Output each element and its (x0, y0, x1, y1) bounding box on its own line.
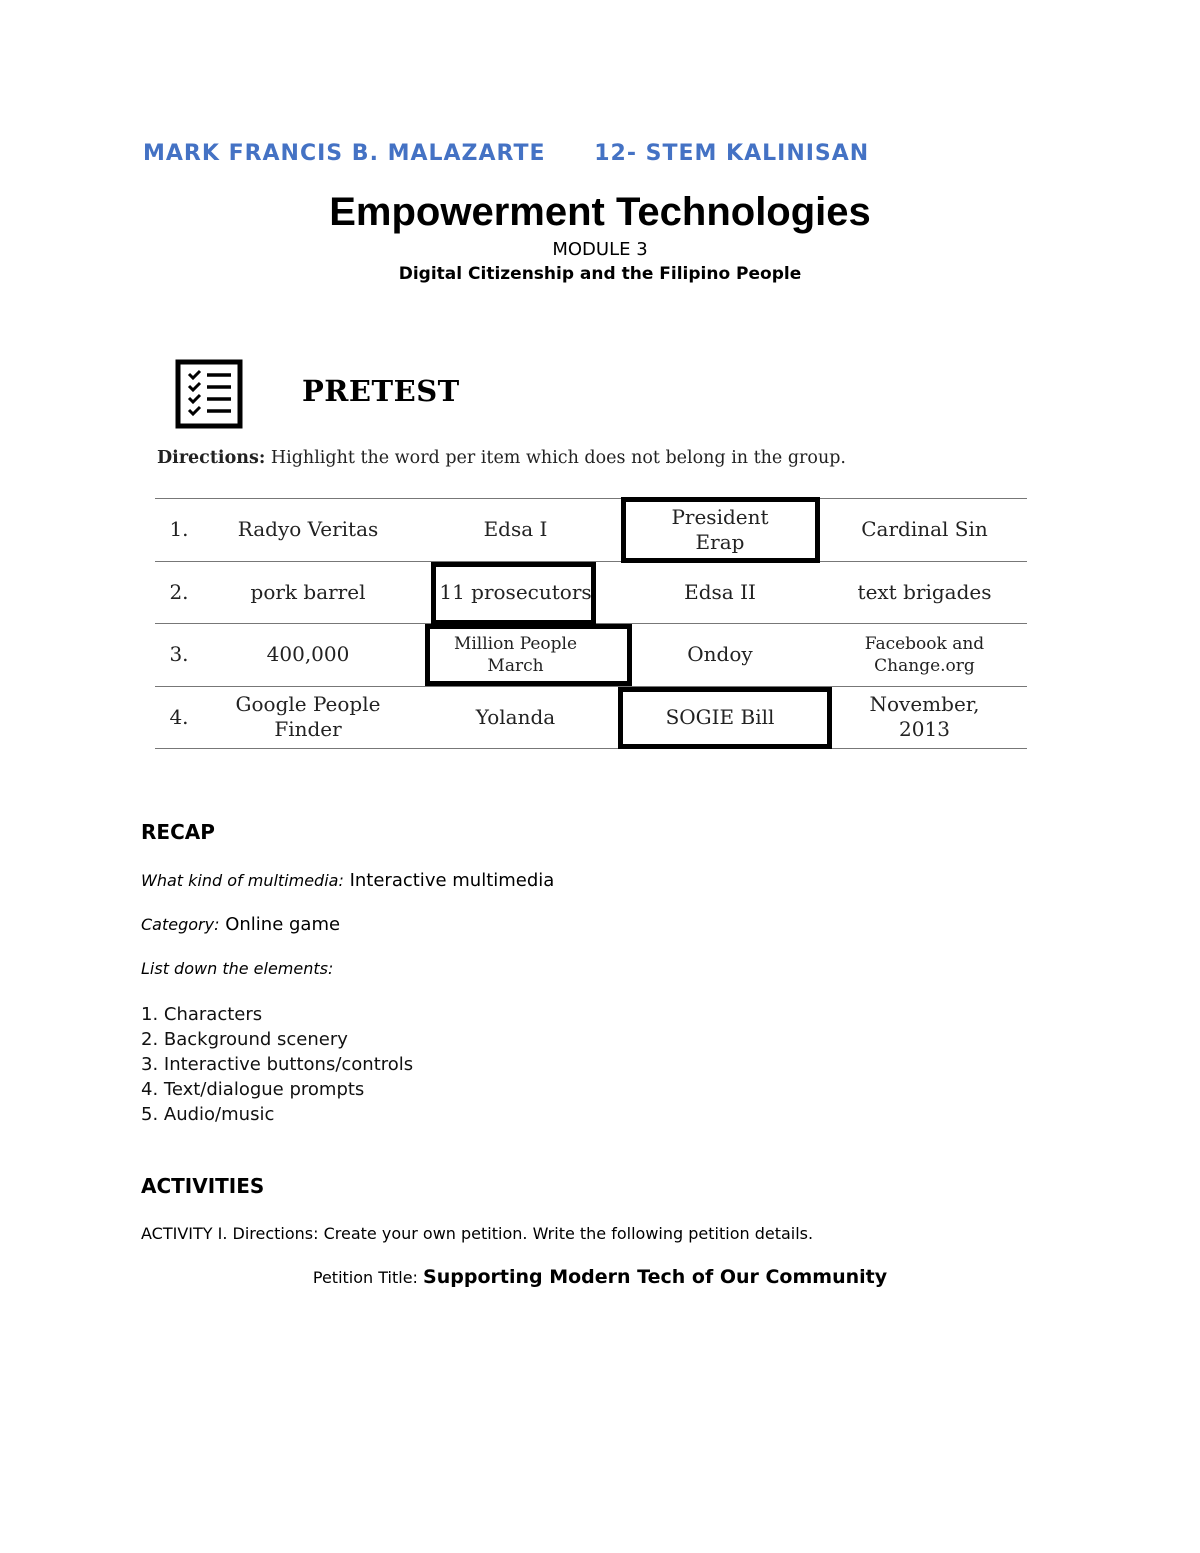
cell-text: November, 2013 (869, 692, 980, 742)
table-cell[interactable]: Yolanda (413, 686, 618, 749)
item-number: 2. (155, 561, 203, 624)
module-subtitle: Digital Citizenship and the Filipino People (398, 264, 802, 284)
student-header (143, 141, 869, 171)
multimedia-value: Interactive multimedia (349, 870, 555, 891)
table-cell[interactable]: Radyo Veritas (203, 499, 413, 562)
module-label: MODULE 3 (552, 239, 648, 260)
table-cell[interactable]: text brigades (822, 561, 1027, 624)
table-cell-selected[interactable] (618, 499, 822, 562)
document-title: Empowerment Technologies (329, 190, 871, 234)
table-cell[interactable]: Edsa I (413, 499, 618, 562)
table-cell[interactable] (203, 686, 413, 749)
answer-box (425, 624, 632, 686)
item-number: 1. (155, 499, 203, 562)
item-number: 3. (155, 624, 203, 687)
cell-text: Facebook and Change.org (864, 633, 985, 676)
cell-text: 11 prosecutors (439, 579, 592, 604)
answer-box (431, 562, 596, 626)
category-label: Category (141, 915, 215, 934)
item-number: 4. (155, 686, 203, 749)
recap-category: Category: Online game (141, 914, 341, 935)
student-section: 12- STEM KALINISAN (594, 141, 870, 166)
list-item: 2. Background scenery (141, 1029, 348, 1050)
table-row (155, 624, 1027, 687)
cell-text: Google People Finder (235, 692, 381, 742)
table-cell[interactable] (822, 624, 1027, 687)
table-cell[interactable]: Ondoy (618, 624, 822, 687)
list-item: 1. Characters (141, 1004, 263, 1025)
directions-text: Highlight the word per item which does not belong in the group. (270, 448, 846, 468)
elements-list (141, 1002, 413, 1127)
pretest-title: PRETEST (302, 374, 460, 408)
table-cell[interactable]: 400,000 (203, 624, 413, 687)
recap-multimedia: What kind of multimedia: Interactive multimedia (141, 870, 555, 891)
cell-text: President Erap (671, 504, 769, 554)
table-row (155, 686, 1027, 749)
activities-heading: ACTIVITIES (141, 1174, 265, 1198)
list-item: 3. Interactive buttons/controls (141, 1054, 414, 1075)
student-name: MARK FRANCIS B. MALAZARTE (143, 141, 546, 166)
table-cell[interactable]: pork barrel (203, 561, 413, 624)
table-row (155, 499, 1027, 562)
petition-title-line (0, 1266, 1200, 1288)
cell-text: SOGIE Bill (665, 704, 775, 729)
directions-label: Directions: (157, 448, 266, 468)
list-item: 4. Text/dialogue prompts (141, 1079, 365, 1100)
elements-label: List down the elements (141, 959, 328, 978)
pretest-table (155, 498, 1027, 749)
cell-text: Million People March (453, 633, 578, 676)
category-value: Online game (225, 914, 341, 935)
petition-title-value[interactable]: Supporting Modern Tech of Our Community (423, 1266, 888, 1288)
table-row (155, 561, 1027, 624)
answer-box (621, 497, 820, 563)
recap-elements-label: List down the elements: (141, 959, 334, 978)
recap-heading: RECAP (141, 820, 215, 844)
table-cell[interactable]: Cardinal Sin (822, 499, 1027, 562)
pretest-directions (157, 448, 846, 468)
list-item: 5. Audio/music (141, 1104, 275, 1125)
table-cell-selected[interactable] (413, 561, 618, 624)
checklist-icon (175, 359, 243, 429)
petition-title-label: Petition Title: (312, 1268, 418, 1287)
table-cell-selected[interactable] (618, 686, 822, 749)
table-cell[interactable]: Edsa II (618, 561, 822, 624)
table-cell[interactable] (822, 686, 1027, 749)
answer-box (618, 687, 832, 750)
table-cell-selected[interactable] (413, 624, 618, 687)
multimedia-label: What kind of multimedia (141, 871, 339, 890)
activity-directions: ACTIVITY I. Directions: Create your own petition. Write the following petition details. (141, 1224, 814, 1243)
